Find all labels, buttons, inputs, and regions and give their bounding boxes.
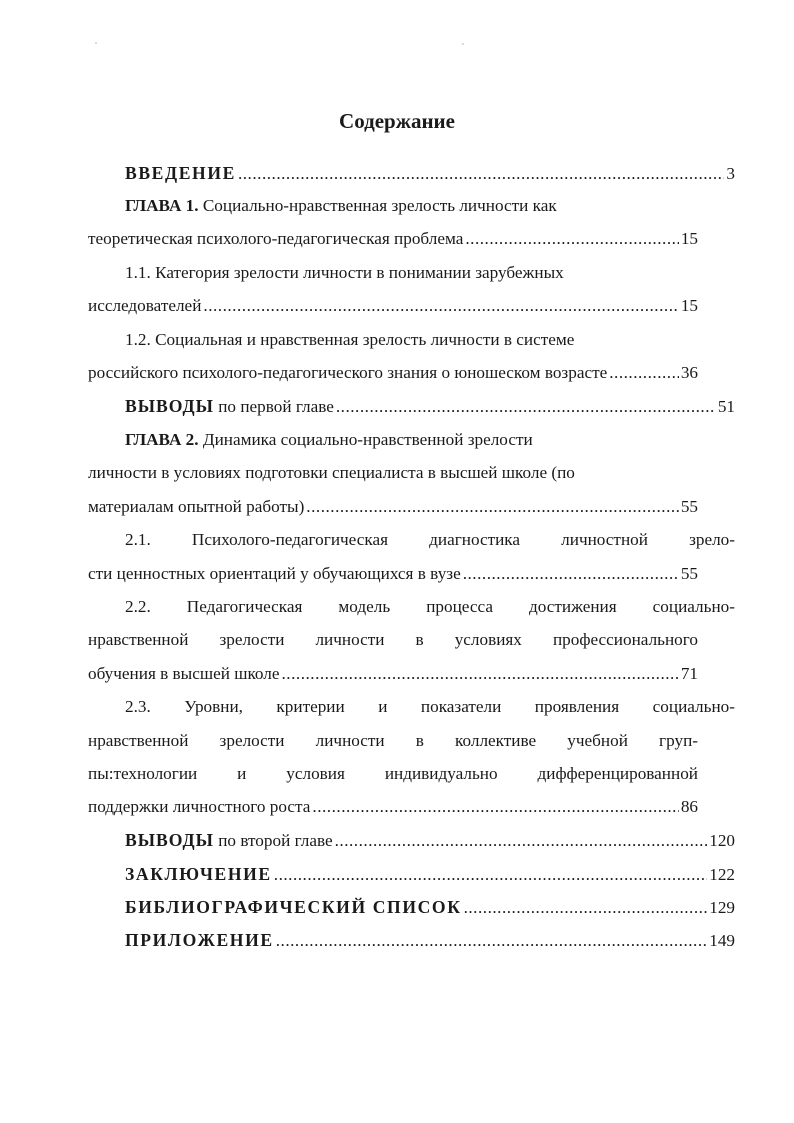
toc-entry-intro[interactable] bbox=[88, 158, 735, 188]
section-title: 1.1. Категория зрелости личности в понимании зарубежных bbox=[125, 263, 564, 282]
section-title-cont: сти ценностных ориентаций у обучающихся в вузе bbox=[88, 564, 461, 583]
dot-leader bbox=[203, 291, 678, 321]
chapter-prefix: ГЛАВА 1. bbox=[125, 196, 199, 215]
toc-entry-section23-line1[interactable] bbox=[88, 692, 735, 722]
toc-entry-section23-line3[interactable] bbox=[88, 759, 698, 789]
section-title-cont: российского психолого-педагогического знания о юношеском возрасте bbox=[88, 363, 608, 382]
toc-entry-chapter2-line1[interactable] bbox=[88, 425, 735, 455]
toc-entry-chapter1-line1[interactable] bbox=[88, 191, 735, 221]
dot-leader bbox=[238, 159, 724, 189]
toc-entry-section23-line4[interactable] bbox=[88, 792, 698, 822]
toc-entry-section11-line1[interactable] bbox=[88, 258, 735, 288]
toc-page-number: 122 bbox=[709, 865, 735, 884]
toc-entry-section11-line2[interactable] bbox=[88, 291, 698, 321]
chapter-title: Социально-нравственная зрелость личности как bbox=[202, 196, 557, 215]
toc-entry-section22-line2[interactable] bbox=[88, 625, 698, 655]
dot-leader bbox=[282, 659, 679, 689]
section-title-cont: нравственной зрелости личности в коллективе учебной груп- bbox=[88, 731, 698, 750]
section-title: 2.2. Педагогическая модель процесса достижения социально- bbox=[125, 597, 735, 616]
dot-leader bbox=[312, 792, 678, 822]
toc-page-number: 71 bbox=[680, 664, 698, 683]
toc-page-number: 86 bbox=[680, 797, 698, 816]
scan-speck bbox=[462, 43, 464, 45]
dot-leader bbox=[274, 860, 707, 890]
section-title: 1.2. Социальная и нравственная зрелость личности в системе bbox=[125, 330, 575, 349]
chapter-title: Динамика социально-нравственной зрелости bbox=[202, 430, 533, 449]
toc-page-number: 15 bbox=[680, 296, 698, 315]
dot-leader bbox=[465, 224, 678, 254]
toc-page-number: 120 bbox=[709, 831, 735, 850]
toc-entry-label: ВВЕДЕНИЕ bbox=[125, 163, 236, 183]
dot-leader bbox=[336, 392, 716, 422]
toc-entry-conclusion[interactable] bbox=[88, 859, 735, 889]
toc-entry-section12-line1[interactable] bbox=[88, 325, 735, 355]
toc-entry-section22-line1[interactable] bbox=[88, 592, 735, 622]
page-title: Содержание bbox=[339, 109, 455, 133]
toc-entry-label: ВЫВОДЫ bbox=[125, 830, 214, 850]
dot-leader bbox=[463, 559, 679, 589]
toc-entry-label: ЗАКЛЮЧЕНИЕ bbox=[125, 864, 272, 884]
section-title-cont: поддержки личностного роста bbox=[88, 797, 311, 816]
section-title: 2.1. Психолого-педагогическая диагностика личностной зрело- bbox=[125, 530, 735, 549]
toc-entry-conclusions2[interactable] bbox=[88, 825, 735, 855]
toc-page-number: 36 bbox=[680, 363, 698, 382]
chapter-title-cont: теоретическая психолого-педагогическая проблема bbox=[88, 229, 464, 248]
toc-entry-section12-line2[interactable] bbox=[88, 358, 698, 388]
toc-entry-rest: по второй главе bbox=[218, 831, 333, 850]
toc-entry-rest: по первой главе bbox=[218, 397, 334, 416]
dot-leader bbox=[464, 893, 708, 923]
toc-entry-conclusions1[interactable] bbox=[88, 391, 735, 421]
chapter-title-cont: личности в условиях подготовки специалиста в высшей школе (по bbox=[88, 463, 575, 482]
toc-entry-section23-line2[interactable] bbox=[88, 726, 698, 756]
chapter-prefix: ГЛАВА 2. bbox=[125, 430, 199, 449]
toc-entry-label: ВЫВОДЫ bbox=[125, 396, 214, 416]
toc-entry-chapter2-line2[interactable] bbox=[88, 458, 698, 488]
toc-entry-bibliography[interactable] bbox=[88, 892, 735, 922]
toc-page-number: 15 bbox=[680, 229, 698, 248]
toc-entry-label: ПРИЛОЖЕНИЕ bbox=[125, 930, 274, 950]
section-title-cont: обучения в высшей школе bbox=[88, 664, 280, 683]
toc-entry-section21-line1[interactable] bbox=[88, 525, 735, 555]
chapter-title-cont: материалам опытной работы) bbox=[88, 497, 305, 516]
section-title: 2.3. Уровни, критерии и показатели проявления социально- bbox=[125, 697, 735, 716]
scan-speck bbox=[95, 42, 97, 44]
toc-page-number: 129 bbox=[709, 898, 735, 917]
dot-leader bbox=[335, 826, 708, 856]
section-title-cont: пы:технологии и условия индивидуально дифференцированной bbox=[88, 764, 698, 783]
section-title-cont: нравственной зрелости личности в условиях профессионального bbox=[88, 630, 698, 649]
toc-entry-section21-line2[interactable] bbox=[88, 559, 698, 589]
toc-page-number: 55 bbox=[680, 564, 698, 583]
dot-leader bbox=[609, 358, 679, 388]
toc-entry-appendix[interactable] bbox=[88, 925, 735, 955]
dot-leader bbox=[276, 926, 708, 956]
toc-page-number: 51 bbox=[717, 397, 735, 416]
section-title-cont: исследователей bbox=[88, 296, 202, 315]
toc-page-number: 3 bbox=[726, 164, 735, 183]
toc-entry-section22-line3[interactable] bbox=[88, 659, 698, 689]
toc-page-number: 149 bbox=[709, 931, 735, 950]
toc-entry-chapter1-line2[interactable] bbox=[88, 224, 698, 254]
dot-leader bbox=[306, 492, 679, 522]
toc-entry-chapter2-line3[interactable] bbox=[88, 492, 698, 522]
toc-entry-label: БИБЛИОГРАФИЧЕСКИЙ СПИСОК bbox=[125, 897, 462, 917]
toc-page-number: 55 bbox=[680, 497, 698, 516]
